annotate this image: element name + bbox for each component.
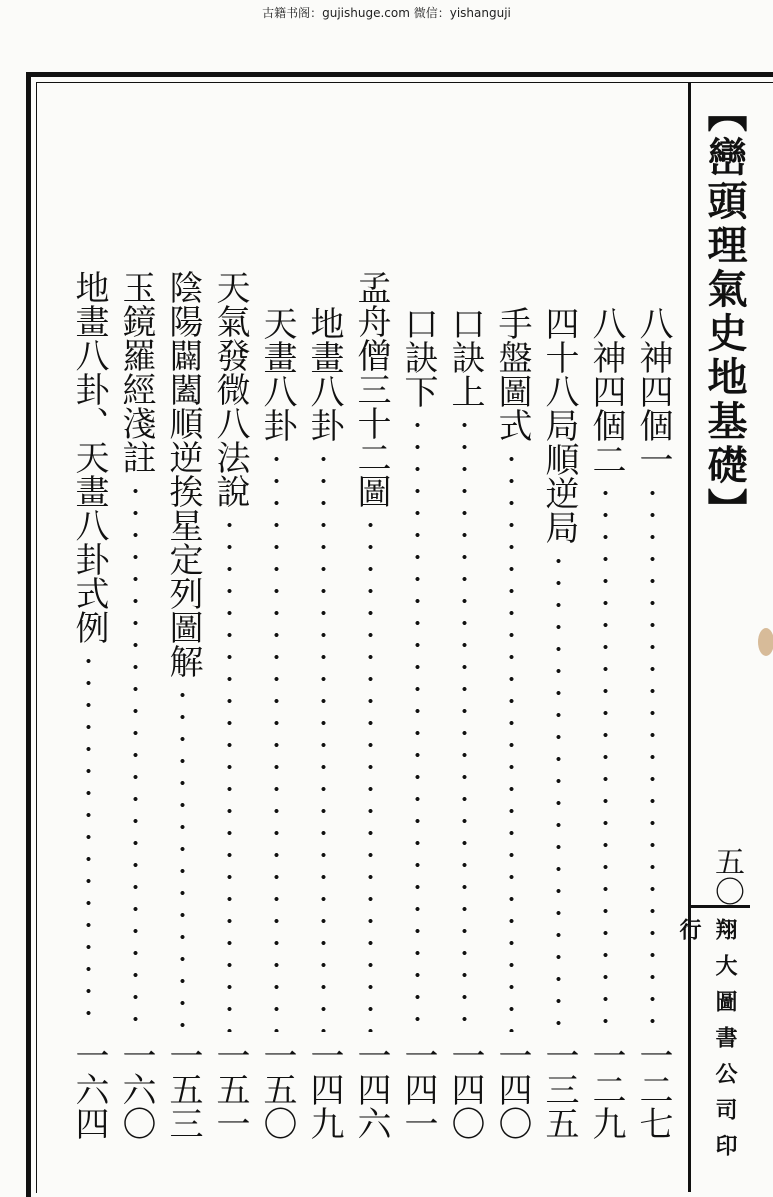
toc-entry-page: 一四六 — [351, 1038, 391, 1140]
toc-entry-title: 天氣發微八法說 — [210, 270, 250, 508]
toc-leader-dots — [441, 414, 488, 1032]
toc-entry-title: 天畫八卦 — [257, 306, 297, 442]
toc-entry-page: 一三五 — [539, 1038, 579, 1140]
toc-entry-title: 八神四個一 — [633, 306, 673, 476]
toc-entry — [300, 270, 347, 1140]
toc-leader-dots — [65, 650, 112, 1032]
toc-leader-dots — [535, 550, 582, 1032]
toc-entry — [65, 270, 112, 1140]
toc-entry-page: 一六四 — [69, 1038, 109, 1140]
toc-entry — [535, 270, 582, 1140]
toc-entry — [347, 270, 394, 1140]
toc-entry — [253, 270, 300, 1140]
toc-entry-title: 口訣下 — [398, 306, 438, 408]
toc-entry-title: 玉鏡羅經淺註 — [116, 270, 156, 474]
toc-leader-dots — [300, 448, 347, 1032]
toc-entry-page: 一二七 — [633, 1038, 673, 1140]
toc-entry — [206, 270, 253, 1140]
toc-entry — [488, 270, 535, 1140]
publisher-name: 翔大圖書公司印行 — [676, 918, 737, 1170]
toc-leader-dots — [347, 514, 394, 1032]
toc-entry-page: 一五一 — [210, 1038, 250, 1140]
table-of-contents — [56, 270, 676, 1150]
toc-leader-dots — [112, 480, 159, 1032]
toc-entry-page: 一四〇 — [445, 1038, 485, 1140]
toc-leader-dots — [488, 448, 535, 1032]
publisher-divider — [690, 905, 750, 908]
toc-entry-title: 口訣上 — [445, 306, 485, 408]
page-number: 五〇 — [709, 846, 744, 906]
toc-entry-page: 一四九 — [304, 1038, 344, 1140]
watermark-text: 古籍书阁：gujishuge.com 微信：yishanguji — [262, 6, 511, 20]
toc-entry-title: 陰陽闢闔順逆挨星定列圖解 — [163, 270, 203, 678]
toc-entry-title: 八神四個二 — [586, 306, 626, 476]
toc-entry-title: 地畫八卦、天畫八卦式例 — [69, 270, 109, 644]
toc-leader-dots — [253, 448, 300, 1032]
toc-leader-dots — [159, 684, 206, 1032]
toc-entry — [112, 270, 159, 1140]
toc-entry-title: 手盤圖式 — [492, 306, 532, 442]
toc-entry-page: 一五三 — [163, 1038, 203, 1140]
toc-entry-title: 四十八局順逆局 — [539, 306, 579, 544]
toc-entry — [394, 270, 441, 1140]
toc-leader-dots — [206, 514, 253, 1032]
toc-leader-dots — [582, 482, 629, 1032]
paper-stain — [758, 628, 773, 656]
toc-entry — [441, 270, 488, 1140]
toc-entry — [629, 270, 676, 1140]
toc-entry-title: 地畫八卦 — [304, 306, 344, 442]
book-title: 【巒頭理氣史地基礎】 — [701, 92, 747, 532]
toc-entry — [159, 270, 206, 1140]
toc-entry-page: 一六〇 — [116, 1038, 156, 1140]
toc-entry-page: 一五〇 — [257, 1038, 297, 1140]
toc-entry — [582, 270, 629, 1140]
spine-divider — [688, 82, 691, 1192]
toc-entry-title: 孟舟僧三十二圖 — [351, 270, 391, 508]
toc-entry-page: 一四〇 — [492, 1038, 532, 1140]
toc-entry-page: 一二九 — [586, 1038, 626, 1140]
toc-entry-page: 一四一 — [398, 1038, 438, 1140]
toc-leader-dots — [629, 482, 676, 1032]
toc-leader-dots — [394, 414, 441, 1032]
